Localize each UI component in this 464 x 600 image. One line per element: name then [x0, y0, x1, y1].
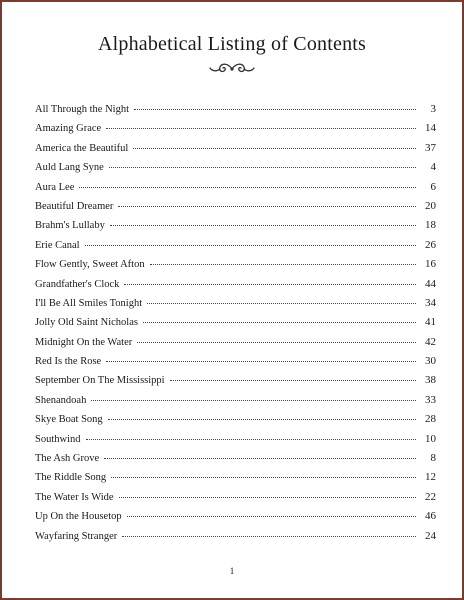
toc-entry-title: Up On the Housetop: [35, 511, 122, 523]
dot-leader: [104, 458, 416, 459]
toc-entry: [35, 336, 436, 355]
dot-leader: [110, 225, 416, 226]
flourish-ornament-icon: [208, 63, 256, 80]
toc-entry: [35, 200, 436, 219]
toc-entry: [35, 219, 436, 238]
toc-entry-title: Amazing Grace: [35, 123, 102, 135]
toc-entry-title: Brahm's Lullaby: [35, 220, 105, 232]
toc-entry-title: Shenandoah: [35, 394, 87, 406]
toc-entry-title: Aura Lee: [35, 181, 75, 193]
toc-entry-title: Red Is the Rose: [35, 356, 102, 368]
dot-leader: [134, 109, 416, 110]
toc-entry: [35, 355, 436, 374]
toc-entry-title: Auld Lang Syne: [35, 162, 104, 174]
dot-leader: [91, 400, 416, 401]
toc-entry-page: 8: [430, 452, 436, 465]
dot-leader: [108, 419, 416, 420]
toc-entry: [35, 103, 436, 122]
toc-entry-title: Skye Boat Song: [35, 414, 103, 426]
toc-entry-page: 41: [425, 316, 436, 329]
toc-entry-page: 18: [425, 219, 436, 232]
contents-list: [35, 103, 436, 549]
toc-entry: [35, 239, 436, 258]
toc-entry-title: Midnight On the Water: [35, 336, 133, 348]
toc-entry-page: 24: [425, 529, 436, 542]
toc-entry-page: 4: [430, 161, 436, 174]
toc-entry: [35, 181, 436, 200]
dot-leader: [118, 206, 416, 207]
page-title: Alphabetical Listing of Contents: [97, 33, 367, 55]
toc-entry: [35, 278, 436, 297]
toc-entry: [35, 471, 436, 490]
toc-entry: [35, 122, 436, 141]
toc-entry-page: 44: [425, 277, 436, 290]
toc-entry-page: 10: [425, 432, 436, 445]
toc-entry: [35, 297, 436, 316]
toc-entry-page: 26: [425, 238, 436, 251]
dot-leader: [147, 303, 416, 304]
dot-leader: [85, 245, 416, 246]
toc-entry: [35, 316, 436, 335]
toc-entry: [35, 258, 436, 277]
dot-leader: [109, 167, 416, 168]
toc-entry-page: 12: [425, 471, 436, 484]
dot-leader: [111, 477, 416, 478]
toc-entry: [35, 374, 436, 393]
toc-entry-title: September On The Mississippi: [35, 375, 165, 387]
dot-leader: [127, 516, 416, 517]
toc-entry-title: Beautiful Dreamer: [35, 200, 114, 212]
toc-entry-title: The Ash Grove: [35, 453, 100, 465]
toc-entry-title: Flow Gently, Sweet Afton: [35, 259, 145, 271]
dot-leader: [79, 187, 416, 188]
toc-entry-page: 16: [425, 258, 436, 271]
dot-leader: [122, 536, 416, 537]
toc-entry-page: 20: [425, 199, 436, 212]
dot-leader: [150, 264, 416, 265]
toc-entry-page: 37: [425, 141, 436, 154]
toc-entry-page: 22: [425, 490, 436, 503]
toc-entry-title: America the Beautiful: [35, 142, 129, 154]
toc-entry-title: The Riddle Song: [35, 472, 107, 484]
dot-leader: [106, 128, 416, 129]
toc-entry-title: Southwind: [35, 433, 81, 445]
toc-entry-page: 33: [425, 393, 436, 406]
toc-entry-page: 34: [425, 296, 436, 309]
toc-entry-page: 42: [425, 335, 436, 348]
dot-leader: [124, 284, 416, 285]
toc-entry-page: 38: [425, 374, 436, 387]
dot-leader: [137, 342, 416, 343]
dot-leader: [170, 380, 416, 381]
dot-leader: [119, 497, 416, 498]
toc-entry: [35, 142, 436, 161]
toc-entry-title: Grandfather's Clock: [35, 278, 120, 290]
toc-entry-page: 6: [430, 180, 436, 193]
ornament: [2, 62, 462, 81]
toc-entry: [35, 452, 436, 471]
toc-entry: [35, 510, 436, 529]
toc-entry-title: Wayfaring Stranger: [35, 530, 118, 542]
toc-entry-title: I'll Be All Smiles Tonight: [35, 297, 143, 309]
toc-entry: [35, 161, 436, 180]
toc-entry: [35, 491, 436, 510]
toc-entry-title: All Through the Night: [35, 104, 130, 115]
toc-entry-page: 46: [425, 510, 436, 523]
toc-entry-title: Erie Canal: [35, 239, 80, 251]
toc-entry-page: 30: [425, 355, 436, 368]
dot-leader: [133, 148, 416, 149]
toc-entry: [35, 413, 436, 432]
dot-leader: [143, 322, 416, 323]
page-number: 1: [229, 566, 235, 576]
toc-entry-title: The Water Is Wide: [35, 491, 114, 503]
toc-entry-page: 14: [425, 122, 436, 135]
toc-entry: [35, 394, 436, 413]
toc-entry: [35, 530, 436, 549]
toc-entry-page: 28: [425, 413, 436, 426]
dot-leader: [86, 439, 416, 440]
toc-entry-page: 3: [430, 103, 436, 115]
toc-entry: [35, 433, 436, 452]
toc-entry-title: Jolly Old Saint Nicholas: [35, 317, 138, 329]
dot-leader: [106, 361, 416, 362]
